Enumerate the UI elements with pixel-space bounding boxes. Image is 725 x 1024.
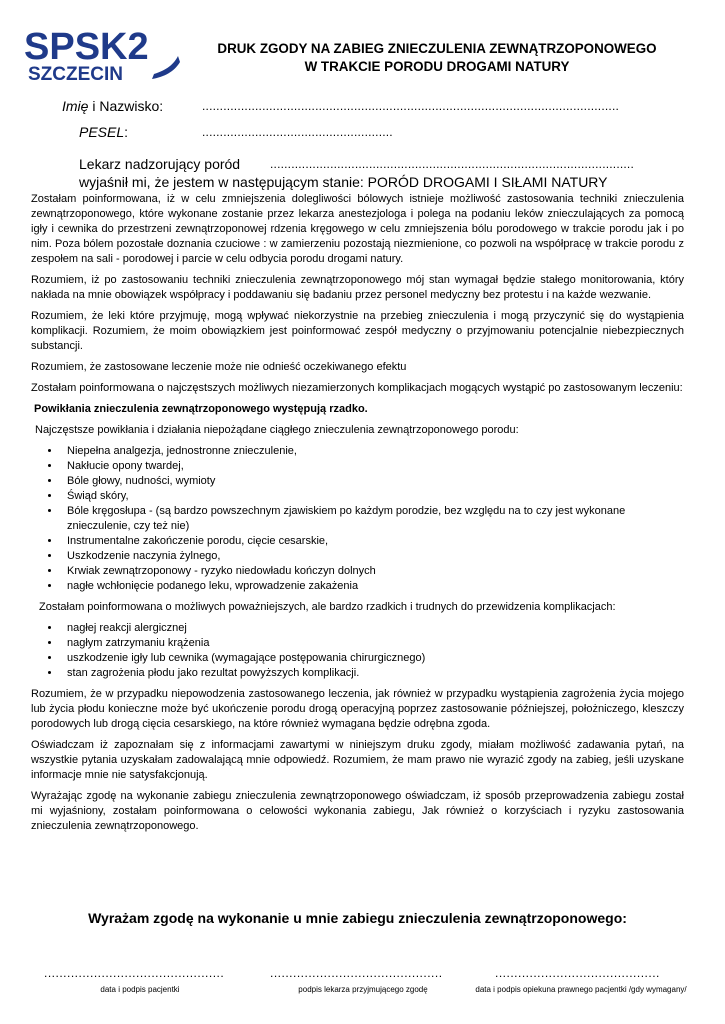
paragraph-8: Zostałam poinformowana o możliwych poważniejszych, ale bardzo rzadkich i trudnych do przewidzenia komplikacjach: bbox=[39, 601, 616, 613]
consent-statement: Wyrażam zgodę na wykonanie u mnie zabiegu znieczulenia zewnątrzoponowego: bbox=[88, 910, 627, 926]
paragraph-11: Wyrażając zgodę na wykonanie zabiegu znieczulenia zewnątrzoponowego oświadczam, iż sposób przeprowadzenia zabiegu został mi wyjaśniony, zostałam poinformowana o celowości wykonania zabiegu, Jak również o korzyściach i ryzyku zastosowania znieczulenia zewnątrzoponowego. bbox=[31, 790, 684, 832]
list-item: • Niepełna analgezja, jednostronne znieczulenie, bbox=[61, 444, 684, 459]
doctor-label: Lekarz nadzorujący poród bbox=[79, 156, 241, 172]
list-item: • nagłym zatrzymaniu krążenia bbox=[61, 636, 684, 651]
list-item: • Świąd skóry, bbox=[61, 489, 684, 504]
paragraph-1: Zostałam poinformowana, iż w celu zmniejszenia dolegliwości bólowych istnieje możliwość zastosowania techniki znieczulenia zewnątrzoponowego, które wykonane zostanie przez lekarza anestezjologa i polega na podaniu leków znieczulających za pomocą igły i cewnika do przestrzeni zewnątrzoponowej rdzenia kręgowego w celu zmniejszenia bólu porodowego w trakcie porodu jak i po nim. Poza bólem pozostałe doznania czuciowe : w zamierzeniu pozostają niezmienione, co pozwoli na współpracę w trakcie porodu z zespołem na sali - porodowej i parcie w celu odbycia porodu drogami natury. bbox=[31, 193, 684, 265]
logo-main-text: SPSK2 bbox=[24, 26, 149, 68]
title-line-1: DRUK ZGODY NA ZABIEG ZNIECZULENIA ZEWNĄTRZOPONOWEGO bbox=[217, 41, 657, 56]
logo-swoosh bbox=[152, 56, 180, 79]
document-body bbox=[31, 192, 684, 840]
state-statement: wyjaśnił mi, że jestem w następującym stanie: PORÓD DROGAMI I SIŁAMI NATURY bbox=[79, 174, 608, 190]
name-label-rest: i Nazwisko: bbox=[88, 98, 164, 114]
paragraph-9: Rozumiem, że w przypadku niepowodzenia zastosowanego leczenia, jak również w przypadku wystąpienia zagrożenia życia mojego lub życia płodu konieczne może być ukończenie porodu drogą operacyjną poprzez zastosowanie późniejszej, położniczego, kleszczy porodowych lub drogą cięcia cesarskiego, na które również wymagana będzie odrębna zgoda. bbox=[31, 688, 684, 730]
rare-complications-list bbox=[31, 621, 684, 681]
logo-sub-text: SZCZECIN bbox=[28, 64, 123, 84]
signature-line-doctor[interactable]: ............................................. bbox=[270, 966, 443, 980]
paragraph-2: Rozumiem, iż po zastosowaniu techniki znieczulenia zewnątrzoponowego mój stan wymagał będzie stałego monitorowania, który nakłada na mnie obowiązek współpracy i poddawaniu się badaniu przez personel medyczny bez protestu i na każde wezwanie. bbox=[31, 274, 684, 301]
paragraph-7: Najczęstsze powikłania i działania niepożądane ciągłego znieczulenia zewnątrzoponowego porodu: bbox=[35, 424, 519, 436]
doctor-input-line[interactable]: ....................................................................................................... bbox=[270, 157, 635, 171]
hospital-logo bbox=[22, 26, 182, 84]
list-item: • Uszkodzenie naczynia żylnego, bbox=[61, 549, 684, 564]
pesel-input-line[interactable]: ...................................................... bbox=[202, 125, 393, 139]
list-item: • stan zagrożenia płodu jako rezultat powyższych komplikacji. bbox=[61, 666, 684, 681]
paragraph-5: Zostałam poinformowana o najczęstszych możliwych niezamierzonych komplikacjach mogących wystąpić po zastosowanym leczeniu: bbox=[31, 382, 683, 394]
complications-heading: Powikłania znieczulenia zewnątrzoponowego występują rzadko. bbox=[34, 403, 368, 415]
signature-caption-guardian: data i podpis opiekuna prawnego pacjentki /gdy wymagany/ bbox=[475, 985, 687, 994]
pesel-label-italic: PESEL bbox=[79, 124, 125, 140]
pesel-label bbox=[79, 123, 128, 141]
list-item: • Krwiak zewnątrzoponowy - ryzyko niedowładu kończyn dolnych bbox=[61, 564, 684, 579]
signature-caption-patient: data i podpis pacjentki bbox=[100, 985, 180, 994]
name-input-line[interactable]: ...................................................................................................................... bbox=[202, 99, 620, 113]
list-item: • Bóle kręgosłupa - (są bardzo powszechnym zjawiskiem po każdym porodzie, bez względu na to czy jest wykonane znieczulenie, czy też nie) bbox=[61, 504, 684, 534]
signature-line-patient[interactable]: ............................................... bbox=[44, 966, 225, 980]
name-label-italic: Imię bbox=[62, 98, 89, 114]
list-item: • nagłej reakcji alergicznej bbox=[61, 621, 684, 636]
name-label bbox=[62, 97, 163, 115]
pesel-colon: : bbox=[124, 124, 129, 140]
title-line-2: W TRAKCIE PORODU DROGAMI NATURY bbox=[304, 59, 570, 74]
paragraph-4: Rozumiem, że zastosowane leczenie może nie odnieść oczekiwanego efektu bbox=[31, 361, 407, 373]
signature-caption-doctor: podpis lekarza przyjmującego zgodę bbox=[298, 985, 428, 994]
list-item: • Instrumentalne zakończenie porodu, cięcie cesarskie, bbox=[61, 534, 684, 549]
document-title bbox=[192, 40, 682, 76]
logo-graphic bbox=[22, 26, 182, 84]
list-item: • Bóle głowy, nudności, wymioty bbox=[61, 474, 684, 489]
paragraph-3: Rozumiem, że leki które przyjmuję, mogą wpływać niekorzystnie na przebieg znieczulenia i mogą przyczynić się do wystąpienia komplikacji. Rozumiem, że moim obowiązkiem jest poinformować zespół medyczny o przyjmowaniu potencjalnie niebezpiecznych substancji. bbox=[31, 310, 684, 352]
list-item: • Nakłucie opony twardej, bbox=[61, 459, 684, 474]
common-complications-list bbox=[31, 444, 684, 594]
signature-line-guardian[interactable]: ........................................... bbox=[495, 966, 660, 980]
list-item: • uszkodzenie igły lub cewnika (wymagające postępowania chirurgicznego) bbox=[61, 651, 684, 666]
paragraph-10: Oświadczam iż zapoznałam się z informacjami zawartymi w niniejszym druku zgody, miałam możliwość zadawania pytań, na wszystkie pytania uzyskałam zadowalającą mnie odpowiedź. Rozumiem, że mam prawo nie wyrazić zgody na zabieg, jeśli uzyskane informacje mnie nie satysfakcjonują. bbox=[31, 739, 684, 781]
list-item: • nagłe wchłonięcie podanego leku, wprowadzenie zakażenia bbox=[61, 579, 684, 594]
